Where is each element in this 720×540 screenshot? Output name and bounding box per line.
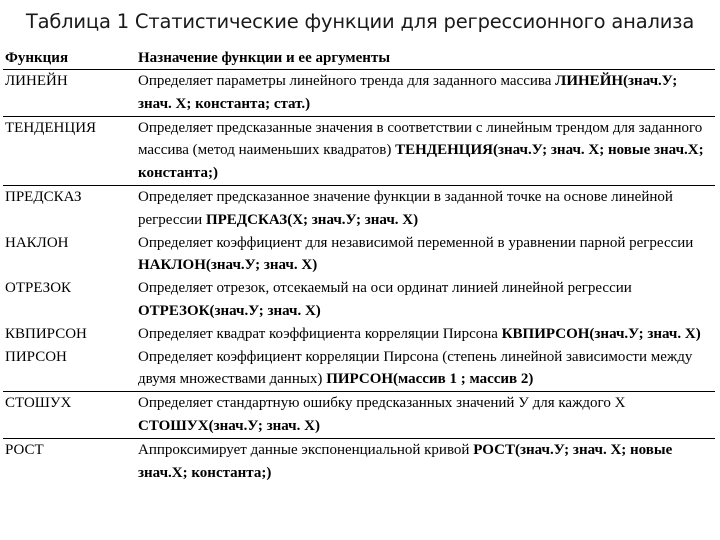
function-description [134,277,715,323]
function-description [134,70,715,117]
function-syntax: ОТРЕЗОК(знач.У; знач. Х) [138,302,321,319]
description-text: Определяет параметры линейного тренда для заданного массива [138,73,556,89]
function-name: ЛИНЕЙН [5,73,68,89]
table-row-pirson [3,346,715,392]
table-header-row [3,48,715,70]
table-row-predskaz [3,185,715,231]
function-syntax: ЛИНЕЙН(знач.У; знач. Х; константа; стат.) [138,73,678,112]
function-description [134,116,715,185]
function-syntax: КВПИРСОН(знач.У; знач. Х) [501,325,701,342]
function-description [134,346,715,392]
function-syntax: НАКЛОН(знач.У; знач. Х) [138,257,318,274]
description-text: Определяет коэффициент для независимой переменной в уравнении парной регрессии [138,234,694,251]
description-text: Аппроксимирует данные экспоненциальной кривой [138,441,474,458]
function-syntax: ПИРСОН(массив 1 ; массив 2) [326,371,534,388]
table-row-tendentsiya [3,116,715,185]
function-syntax: РОСТ(знач.У; знач. Х; новые знач.Х; константа;) [138,441,673,481]
table-row-otrezok [3,277,715,323]
function-name: РОСТ [3,438,134,484]
function-description [134,392,715,439]
page-title: Таблица 1 Статистические функции для регрессионного анализа [25,10,695,33]
function-description [134,438,715,484]
function-syntax: СТОШУХ(знач.У; знач. Х) [138,417,320,434]
function-description [134,185,715,231]
description-text: Определяет стандартную ошибку предсказанных значений У для каждого Х [138,395,626,412]
column-header-description: Назначение функции и ее аргументы [134,48,715,70]
function-description [134,232,715,278]
description-text: Определяет коэффициент корреляции Пирсона (степень линейной зависимости между двумя множествами данных) [138,348,693,388]
description-text: Определяет предсказанное значение функции в заданной точке на основе линейной регрессии [138,188,673,228]
table-row-rost [3,438,715,484]
function-name: ПИРСОН [5,348,67,365]
description-text: Определяет предсказанные значения в соответствии с линейным трендом для заданного массива (метод наименьших квадратов) [138,119,703,159]
description-text: Определяет квадрат коэффициента корреляции Пирсона [138,325,502,342]
function-description [134,323,715,346]
table-row-naklon [3,232,715,278]
table-row-linein [3,70,715,117]
function-name: ТЕНДЕНЦИЯ [3,116,134,185]
function-name: СТОШУХ [3,392,134,439]
function-syntax: ТЕНДЕНЦИЯ(знач.У; знач. Х; новые знач.Х; константа;) [138,142,704,182]
function-name: ОТРЕЗОК [5,280,72,297]
table-row-kvpirson [3,323,715,346]
function-name: КВПИРСОН [5,325,87,342]
function-name: ПРЕДСКАЗ [3,185,134,231]
function-syntax: ПРЕДСКАЗ(Х; знач.У; знач. Х) [205,211,419,228]
description-text: Определяет отрезок, отсекаемый на оси ординат линией линейной регрессии [138,280,632,297]
function-name: НАКЛОН [5,234,69,251]
table-row-stoshukh [3,392,715,439]
column-header-function: Функция [3,48,134,70]
functions-table [3,48,715,484]
